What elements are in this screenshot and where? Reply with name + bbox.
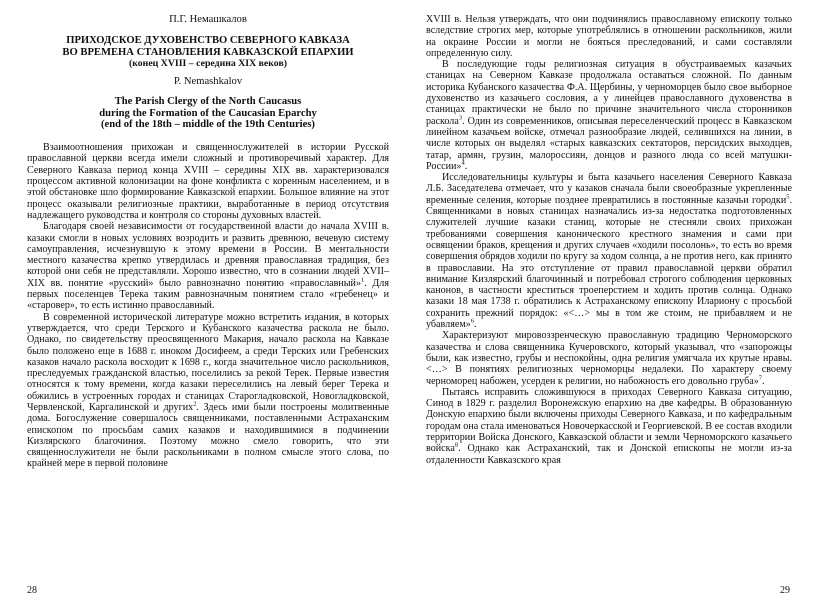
author-name-ru: П.Г. Немашкалов (169, 14, 247, 25)
title-en-line-1: The Parish Clergy of the North Caucasus (114, 95, 302, 107)
footnote-ref: 5 (786, 193, 790, 201)
paragraph-text: Благодаря своей независимости от государственной власти до начала XVIII в. казаки смогли в новых условиях возродить и развить древнюю, вечевую систему самоуправления, исчезнувшую к этому времени в России. В ментальности местного казачества крепко утвердилась и древняя православная традиция, без которой они себя не представляли. Хорошо известно, что в сознании людей XVII–XIX вв. понятие «русский» было равнозначно понятию «православный» (27, 221, 389, 289)
footnote-ref: 2 (193, 400, 197, 408)
paragraph-text: . Здесь ими были построены молитвенные дома. Богослужение совершалось священниками, поставленными Астраханским епископом по просьбам самих казаков и находившимися в подчинении Кизлярского благочиния. Поэтому можно смело говорить, что эти священнослужители не были раскольниками в полном смысле этого слова, по крайней мере в первой половине (27, 402, 389, 470)
footnote-ref: 3 (458, 114, 463, 122)
paragraph-text: . (762, 375, 765, 387)
author-name-en: P. Nemashkalov (173, 75, 243, 87)
body-paragraph (426, 59, 792, 172)
paragraph-text: В последующие годы религиозная ситуация в обустраиваемых казачьих станицах на Северном Кавказе продолжала оставаться сложной. По данным историка Кубанского казачества Ф.А. Щербины, у черноморцев было свое выборное духовенство из казачьего сословия, а у линейцев православного духовенства в станицах практически не было по причине значительного числа сторонников раскола (426, 59, 792, 127)
paragraph-text: . Однако как Астраханский, так и Донской епископы не могли из-за отдаленности Кавказского края (426, 443, 792, 466)
body-paragraph (426, 387, 792, 466)
footnote-ref: 6 (470, 317, 475, 325)
paragraph-text: Характеризуют мировоззренческую православную традицию Черноморского казачества и слова священника Кучеровского, который указывал, что «запорожцы были, как известно, грубы и неспокойны, одна религия умягчала их крутые нравы.<…> В понятиях религиозных черноморцы недалеки. По характеру своему черноморец набожен, усерден к религии, но набожность его довольно груба» (426, 330, 792, 387)
right-page (410, 0, 820, 609)
paragraph-text: . Для первых поселенцев Терека таким равнозначным понятием стало «гребенец» и «старовер», то есть истинно православный. (27, 277, 389, 312)
article-title-en (27, 96, 389, 131)
title-en-line-2: during the Formation of the Caucasian Eparchy (99, 107, 317, 119)
paragraph-text: Пытаясь исправить сложившуюся в приходах Северного Кавказа ситуацию, Синод в 1829 г. разделил Воронежскую епархию на две кафедры. В образованную Донскую епархию были включены приходы Северного Кавказа, и по кафедральным городам она стала именоваться Новочеркасской и Георгиевской. В ее состав входили территории Войска Донского, Кавказской области и земли Черноморского казачьего войска (426, 386, 792, 455)
paragraph-text: . Священниками в новых станицах назначались из-за недостатка подготовленных служителей лучшие казаки станиц, которые не стесняли своих прихожан требованиями совершения канонического крестного знамения и сами при освящении браков, крещения и других случаев «ходили посолонь», то есть во время совершения обрядов ходили по кругу за ходом солнца, а не против него, как принято в православии. На это отступление от правил православной церкви обратил внимание Кизлярский благочинный и потребовал строгого соблюдения церковных канонов, в частности креститься троеперстием и ходить против солнца. Однако казаки 18 мая 1738 г. обратились к Астраханскому епископу Илариону с просьбой сохранить прежний порядок: «<…> мы в том же стоим, не прибавляем и не убавляем» (426, 194, 792, 331)
page-number: 28 (27, 585, 37, 596)
paragraph-text: Исследовательницы культуры и быта казачьего населения Северного Кавказа Л.Б. Заседателева отмечает, что у казаков сначала были своеобразные укрепленные временные селения, которые позднее превратились в постоянные казачьи городки (426, 172, 792, 206)
body-paragraph: Взаимоотношения прихожан и священнослужителей в истории Русской православной церкви всегда имели сложный и противоречивый характер. Для Северного Кавказа период конца XVIII – середины XIX вв. характеризовался процессом активной колонизации на фоне конфликта с коренным населением, и в этой обстановке шло формирование Кавказской епархии. Большое влияние на этот процесс оказывали религиозные практики, выработанные в период отсутствия надлежащего руководства и контроля со стороны духовных властей. (27, 142, 389, 221)
footnote-ref: 8 (454, 441, 459, 449)
body-paragraph (426, 172, 792, 330)
title-en-line-3: (end of the 18th – middle of the 19th Centuries) (101, 119, 315, 131)
paragraph-text: . Один из современников, описывая переселенческий процесс в Кавказском линейном казачьем войске, отмечал разнообразие людей, селившихся на линии, в числе которых он выделял «старых кавказских сектаторов, персидских выходцев, татар, армян, грузин, малороссиян, донцов и разного люда со всей матушки-России» (426, 115, 792, 172)
paragraph-text: . (464, 160, 468, 172)
body-paragraph (426, 330, 792, 386)
body-paragraph: XVIII в. Нельзя утверждать, что они подчинялись православному епископу только вследствие строгих мер, которые употреблялись в отношении раскольников, жили на окраине России и могли не бояться преследований, и сами составляли определенную силу. (426, 14, 792, 59)
page-number: 29 (780, 585, 790, 596)
body-paragraph (27, 312, 389, 470)
body-paragraph (27, 221, 389, 311)
footnote-ref: 7 (758, 374, 762, 382)
footnote-ref: 1 (361, 276, 365, 284)
title-ru-line-1: ПРИХОДСКОЕ ДУХОВЕНСТВО СЕВЕРНОГО КАВКАЗА (66, 35, 350, 46)
left-column (27, 14, 389, 470)
right-column (426, 14, 792, 466)
paragraph-text: В современной исторической литературе можно встретить издания, в которых утверждается, что среди Терского и Кубанского казачества раскола не было. Однако, по свидетельству преосвященного Макария, начало раскола на Кавказе было положено еще в 1688 г. иноком Досифеем, а среди Терских или Гребенских казаков начало раскола восходит к 1698 г., когда значительное число раскольников, преследуемых гражданской властью, поселились за рекой Терек. Первые известия относятся к тому времени, когда казаки переселились на левый берег Терека и обжились в устроенных городах и станицах Старогладковской, Новогладковской, Червленской, Каргалинской и других (27, 311, 389, 413)
paragraph-text: . (474, 319, 477, 331)
footnote-ref: 4 (461, 159, 465, 167)
title-ru-subtitle: (конец XVIII – середина XIX веков) (129, 58, 287, 70)
article-title-ru (27, 35, 389, 70)
title-ru-line-2: ВО ВРЕМЕНА СТАНОВЛЕНИЯ КАВКАЗСКОЙ ЕПАРХИИ (62, 46, 354, 58)
